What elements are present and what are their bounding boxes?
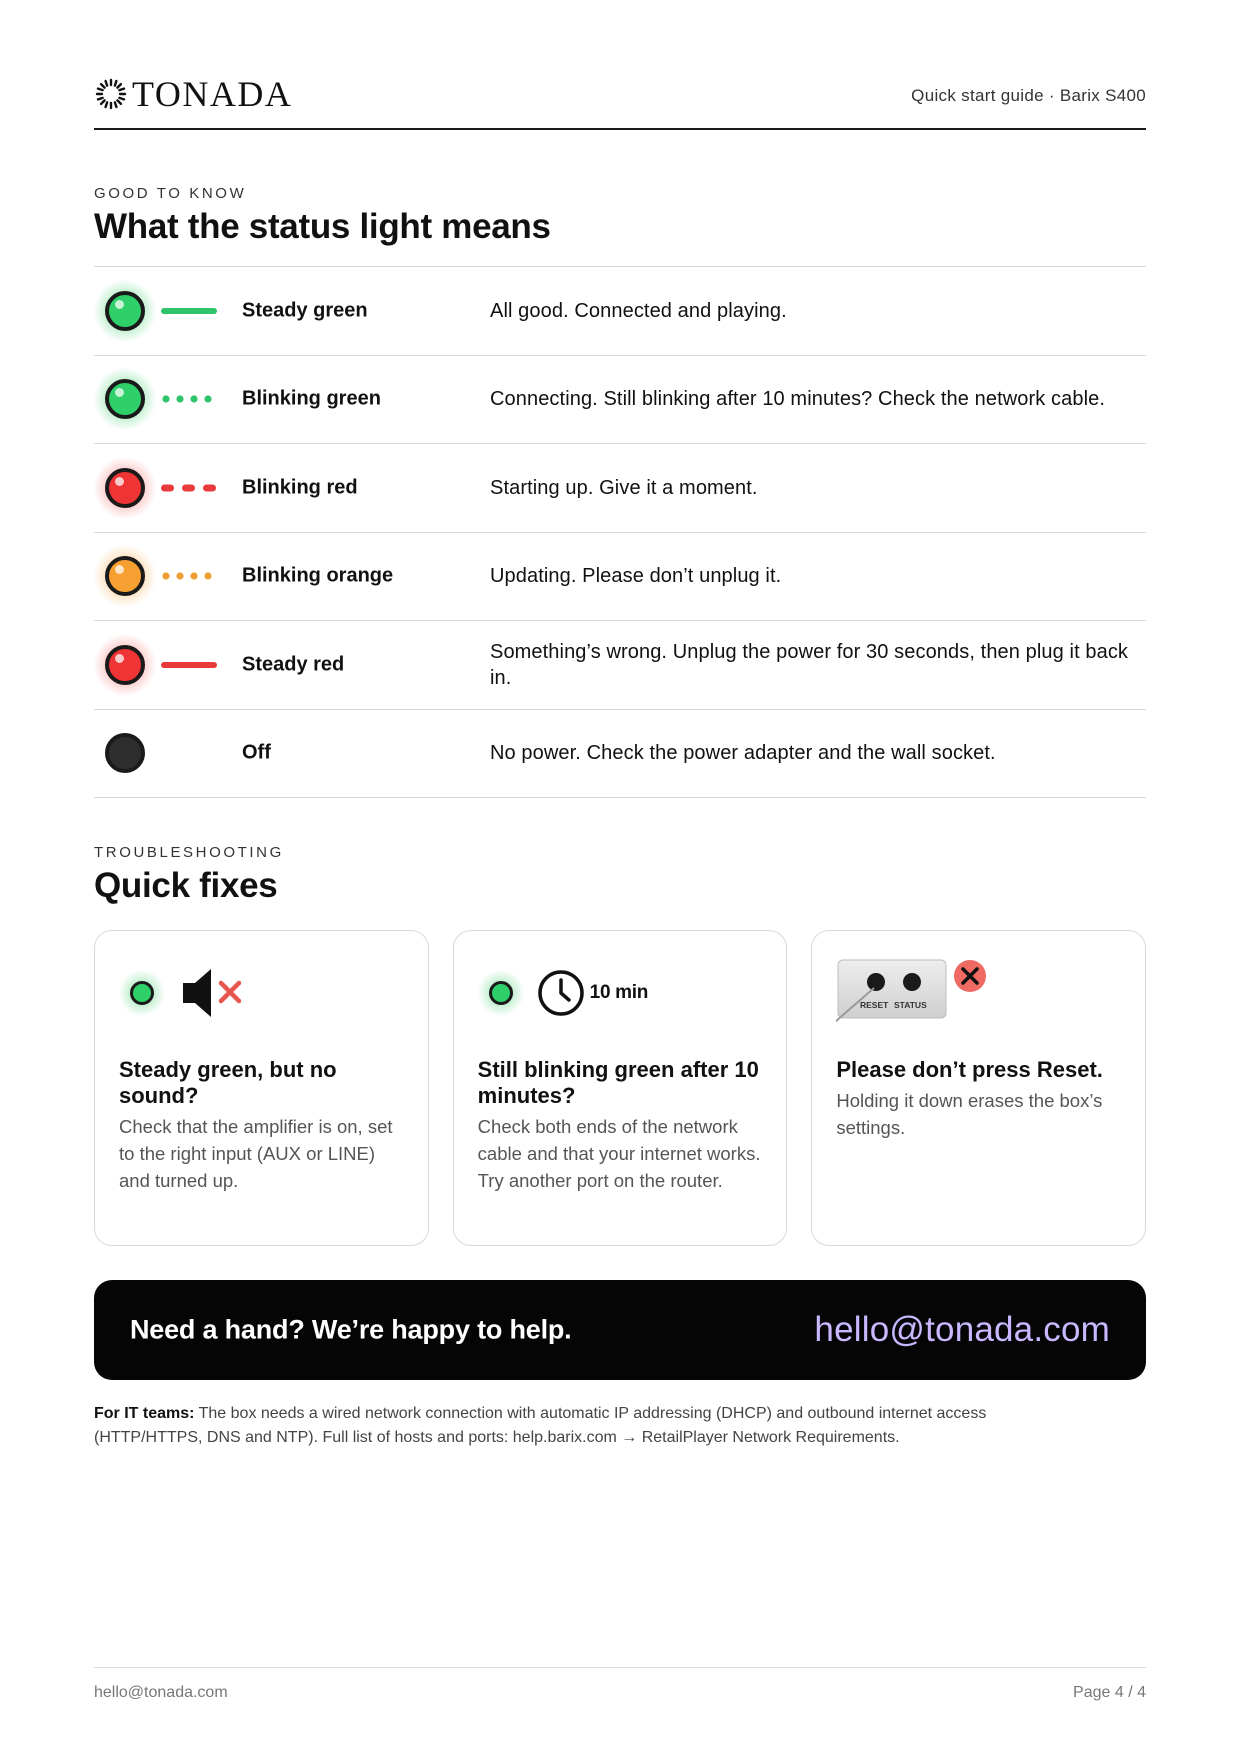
status-section-eyebrow: GOOD TO KNOW xyxy=(94,185,247,202)
card-icons xyxy=(836,961,986,1021)
status-name: Off xyxy=(242,741,271,764)
page xyxy=(94,0,1146,1755)
brand-name: TONADA xyxy=(132,74,293,114)
status-led-icon xyxy=(94,457,156,519)
device-back-panel-icon xyxy=(836,958,986,1024)
status-name: Blinking orange xyxy=(242,564,394,587)
green-led-icon xyxy=(478,970,524,1016)
blink-dots-icon xyxy=(160,394,218,404)
troubleshooting-eyebrow: TROUBLESHOOTING xyxy=(94,844,284,861)
status-row xyxy=(94,356,1146,445)
card-title: Still blinking green after 10 minutes? xyxy=(477,1057,759,1108)
status-name: Blinking green xyxy=(242,387,381,410)
status-led-icon xyxy=(94,634,156,696)
status-description: Something’s wrong. Unplug the power for 30 seconds, then plug it back in. xyxy=(490,640,1129,689)
steady-line-icon xyxy=(160,306,218,316)
status-row xyxy=(94,444,1146,533)
speaker-muted-icon xyxy=(181,965,251,1021)
card-title: Steady green, but no sound? xyxy=(119,1057,337,1108)
card-text: Holding it down erases the box’s settings. xyxy=(836,1090,1103,1138)
quick-fix-cards xyxy=(94,930,1146,1246)
timer-label: 10 min xyxy=(589,982,649,1003)
status-name: Steady red xyxy=(242,653,345,676)
status-section-title: What the status light means xyxy=(94,207,551,246)
header xyxy=(94,72,1146,130)
status-row xyxy=(94,621,1146,710)
status-description: No power. Check the power adapter and the wall socket. xyxy=(490,742,996,765)
card-text: Check both ends of the network cable and that your internet works. Try another port on the router. xyxy=(477,1116,761,1191)
panel-label-reset: RESET xyxy=(860,1000,889,1010)
it-note-label: For IT teams: xyxy=(94,1405,195,1422)
troubleshooting-title: Quick fixes xyxy=(94,866,278,905)
document-meta: Quick start guide · Barix S400 xyxy=(911,86,1146,105)
card-icons xyxy=(119,963,251,1023)
status-description: Connecting. Still blinking after 10 minutes? Check the network cable. xyxy=(490,388,1106,411)
page-number: Page 4 / 4 xyxy=(1073,1684,1146,1701)
status-row xyxy=(94,267,1146,356)
quick-fix-card-no-sound xyxy=(94,930,429,1246)
steady-line-icon xyxy=(160,660,218,670)
status-description: All good. Connected and playing. xyxy=(490,299,787,322)
help-banner xyxy=(94,1280,1146,1380)
panel-label-status: STATUS xyxy=(894,1000,928,1010)
status-name: Blinking red xyxy=(242,476,358,499)
status-row xyxy=(94,533,1146,622)
status-led-icon xyxy=(94,545,156,607)
status-light-table xyxy=(94,266,1146,798)
footer-email: hello@tonada.com xyxy=(94,1684,228,1701)
blink-dots-icon xyxy=(160,571,218,581)
status-description: Starting up. Give it a moment. xyxy=(490,476,758,499)
clock-icon xyxy=(536,968,586,1018)
status-name: Steady green xyxy=(242,299,368,322)
card-text: Check that the amplifier is on, set to the right input (AUX or LINE) and turned up. xyxy=(119,1116,393,1191)
help-banner-text: Need a hand? We’re happy to help. xyxy=(130,1314,572,1345)
status-description: Updating. Please don’t unplug it. xyxy=(490,565,782,588)
it-note-text: The box needs a wired network connection with automatic IP addressing (DHCP) and outbound internet access (HTTP/HTTPS, DNS and NTP). Full list of hosts and ports: help.barix.com → RetailPlayer Network Requirements. xyxy=(94,1405,987,1446)
card-icons xyxy=(478,963,648,1023)
help-email-link[interactable]: hello@tonada.com xyxy=(814,1310,1110,1349)
status-led-icon xyxy=(94,722,156,784)
status-led-icon xyxy=(94,280,156,342)
quick-fix-card-reset xyxy=(811,930,1146,1246)
it-teams-note xyxy=(94,1402,1094,1450)
green-led-icon xyxy=(119,970,165,1016)
status-led-icon xyxy=(94,368,156,430)
brand-logo xyxy=(94,76,292,112)
status-row xyxy=(94,710,1146,799)
card-title: Please don’t press Reset. xyxy=(836,1057,1103,1082)
quick-fix-card-blinking-green xyxy=(453,930,788,1246)
sunburst-logo-icon xyxy=(94,77,128,111)
footer xyxy=(94,1667,1146,1701)
blink-dashes-icon xyxy=(160,483,218,493)
